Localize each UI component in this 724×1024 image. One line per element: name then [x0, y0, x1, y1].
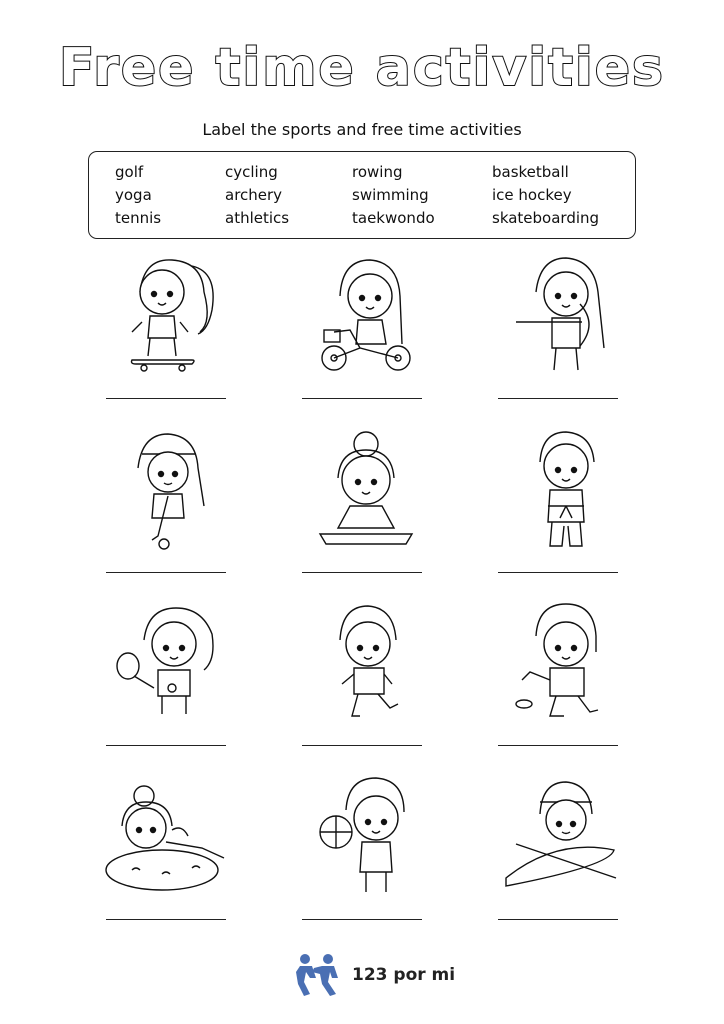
word-bank	[88, 151, 636, 239]
athletics-boy-icon	[290, 600, 440, 760]
word-bank-item: yoga	[115, 186, 152, 204]
word-bank-item: skateboarding	[492, 209, 600, 227]
swimming-girl-icon	[92, 774, 242, 934]
ice-hockey-boy-icon	[486, 600, 636, 760]
golf-girl-icon	[92, 426, 242, 586]
skateboarding-girl-icon	[92, 252, 242, 412]
worksheet-instructions: Label the sports and free time activities	[202, 120, 522, 139]
answer-line[interactable]	[302, 745, 422, 746]
rowing-girl-icon	[486, 774, 636, 934]
answer-line[interactable]	[106, 398, 226, 399]
answer-line[interactable]	[302, 398, 422, 399]
word-bank-item: athletics	[225, 209, 290, 227]
footer	[292, 952, 455, 998]
word-bank-item: rowing	[352, 163, 403, 181]
cycling-girl-icon	[290, 252, 440, 412]
answer-line[interactable]	[498, 919, 618, 920]
word-bank-item: swimming	[352, 186, 429, 204]
word-bank-item: cycling	[225, 163, 278, 181]
yoga-girl-icon	[290, 426, 440, 586]
brand-name: 123 por mi	[352, 965, 456, 985]
running-kids-logo-icon	[292, 952, 344, 998]
answer-line[interactable]	[498, 572, 618, 573]
answer-line[interactable]	[106, 745, 226, 746]
word-bank-item: ice hockey	[492, 186, 572, 204]
archery-girl-icon	[486, 252, 636, 412]
answer-line[interactable]	[302, 572, 422, 573]
word-bank-item: tennis	[115, 209, 162, 227]
word-bank-item: taekwondo	[352, 209, 435, 227]
word-bank-item: archery	[225, 186, 283, 204]
word-bank-item: basketball	[492, 163, 569, 181]
answer-line[interactable]	[302, 919, 422, 920]
tennis-girl-icon	[92, 600, 242, 760]
taekwondo-boy-icon	[486, 426, 636, 586]
word-bank-item: golf	[115, 163, 144, 181]
worksheet-title: Free time activities	[59, 38, 665, 98]
answer-line[interactable]	[498, 745, 618, 746]
answer-line[interactable]	[498, 398, 618, 399]
basketball-boy-icon	[290, 774, 440, 934]
answer-line[interactable]	[106, 919, 226, 920]
answer-line[interactable]	[106, 572, 226, 573]
